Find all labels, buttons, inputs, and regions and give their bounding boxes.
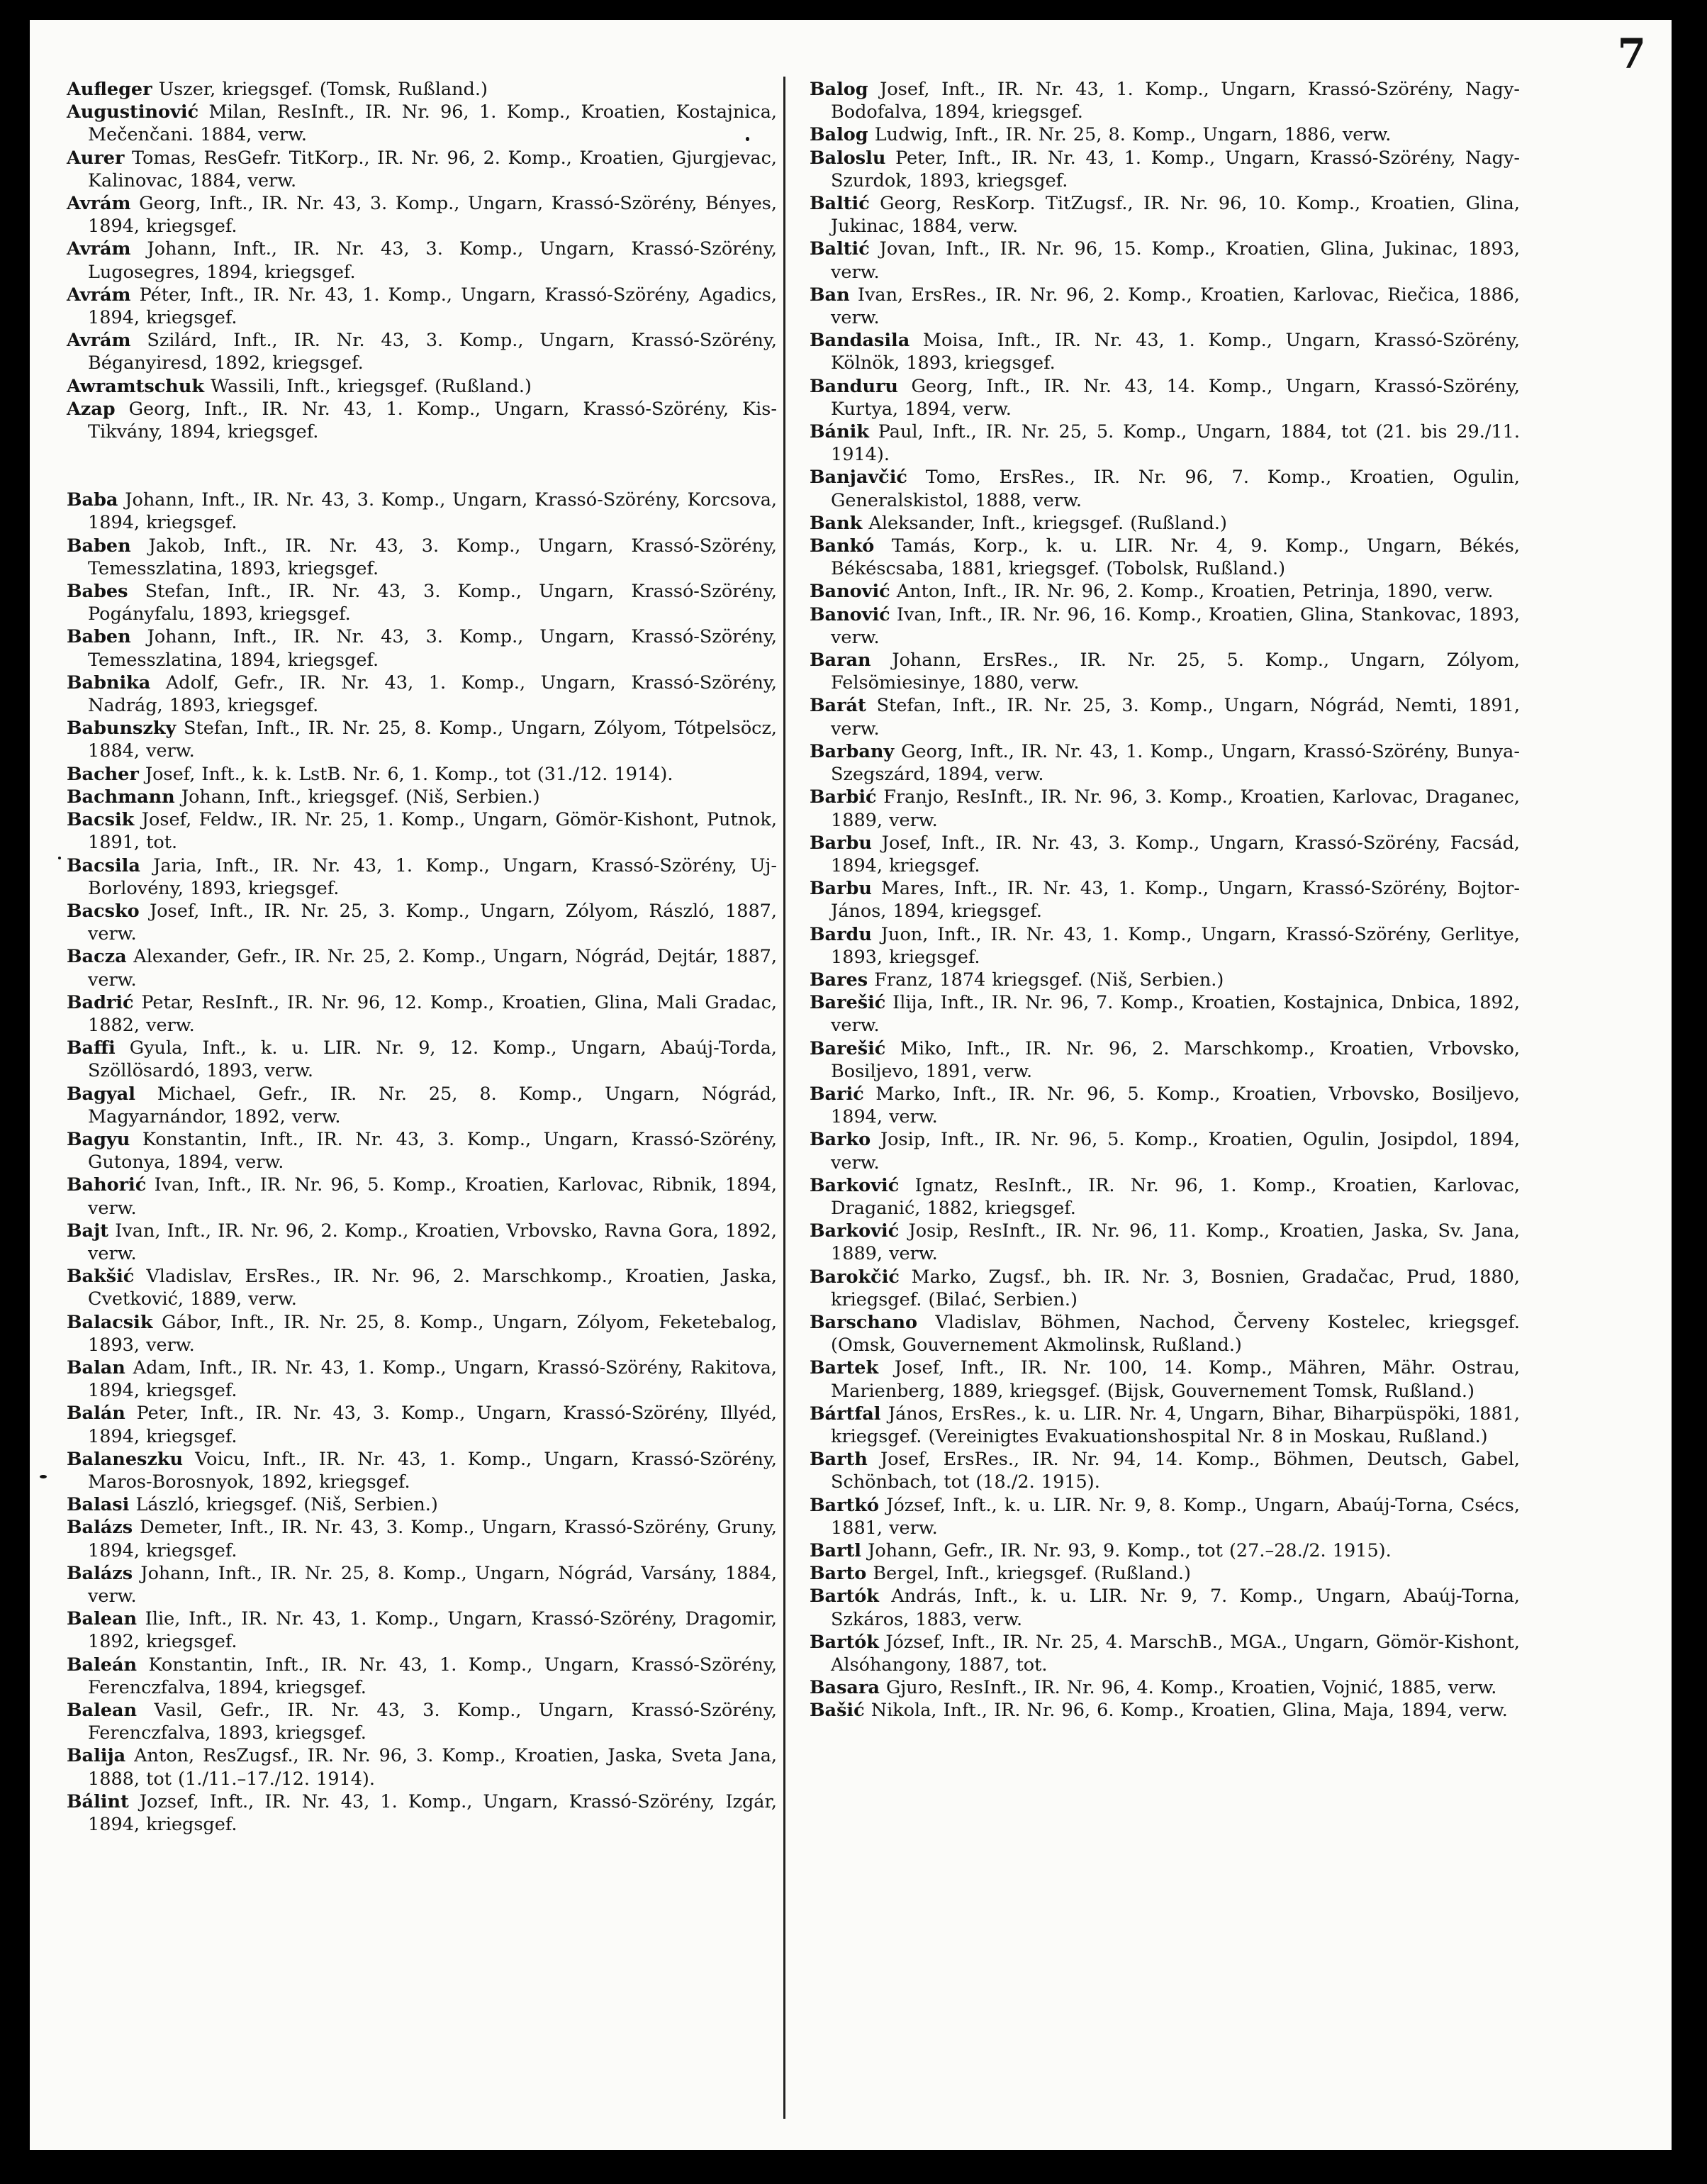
- entry-surname: Aurer: [67, 147, 125, 169]
- entry-details: Georg, Inft., IR. Nr. 43, 1. Komp., Ungarn, Krassó-Szörény, Bunya-Szegszárd, 1894, verw.: [831, 740, 1521, 786]
- register-entry: [67, 329, 777, 374]
- entry-surname: Baba: [67, 489, 118, 511]
- entry-surname: Bakšić: [67, 1266, 135, 1288]
- entry-surname: Balan: [67, 1356, 125, 1378]
- entry-details: Josef, Feldw., IR. Nr. 25, 1. Komp., Ungarn, Gömör-Kishont, Putnok, 1891, tot.: [88, 809, 777, 854]
- entry-surname: Balog: [810, 124, 868, 146]
- entry-surname: Balean: [67, 1700, 138, 1722]
- entry-details: József, Inft., k. u. LIR. Nr. 9, 8. Komp., Ungarn, Abaúj-Torna, Csécs, 1881, verw.: [831, 1494, 1520, 1539]
- entry-surname: Banović: [810, 603, 890, 625]
- entry-surname: Bacsila: [67, 854, 140, 876]
- entry-details: Ivan, Inft., IR. Nr. 96, 16. Komp., Kroatien, Glina, Stankovac, 1893, verw.: [831, 603, 1521, 648]
- entry-details: Tamás, Korp., k. u. LIR. Nr. 4, 9. Komp., Ungarn, Békés, Békéscsaba, 1881, kriegsgef. (Tobolsk, Rußland.): [831, 535, 1520, 580]
- entry-surname: Bajt: [67, 1220, 109, 1242]
- register-entry: [67, 1402, 777, 1447]
- entry-details: Konstantin, Inft., IR. Nr. 43, 1. Komp., Ungarn, Krassó-Szörény, Ferenczfalva, 1894, kriegsgef.: [88, 1654, 777, 1698]
- entry-surname: Baloslu: [810, 147, 886, 169]
- entry-details: Josip, Inft., IR. Nr. 96, 5. Komp., Kroatien, Ogulin, Josipdol, 1894, verw.: [831, 1129, 1521, 1174]
- entry-surname: Baffi: [67, 1037, 116, 1059]
- entry-details: Josip, ResInft., IR. Nr. 96, 11. Komp., Kroatien, Jaska, Sv. Jana, 1889, verw.: [831, 1220, 1521, 1265]
- entry-details: Georg, Inft., IR. Nr. 43, 14. Komp., Ungarn, Krassó-Szörény, Kurtya, 1894, verw.: [831, 375, 1520, 420]
- entry-group-a: [67, 78, 777, 443]
- entry-surname: Bahorić: [67, 1174, 147, 1196]
- entry-details: Peter, Inft., IR. Nr. 43, 1. Komp., Ungarn, Krassó-Szörény, Nagy-Szurdok, 1893, kriegsgef.: [831, 147, 1521, 191]
- register-entry: [67, 1448, 777, 1493]
- entry-details: Johann, Gefr., IR. Nr. 93, 9. Komp., tot (27.–28./2. 1915).: [868, 1540, 1392, 1561]
- entry-surname: Babes: [67, 581, 128, 603]
- entry-surname: Bálint: [67, 1790, 129, 1812]
- register-entry: [810, 877, 1520, 923]
- register-entry: [810, 329, 1520, 374]
- entry-surname: Barković: [810, 1220, 900, 1242]
- entry-details: Demeter, Inft., IR. Nr. 43, 3. Komp., Ungarn, Krassó-Szörény, Gruny, 1894, kriegsgef.: [88, 1517, 777, 1561]
- entry-details: Moisa, Inft., IR. Nr. 43, 1. Komp., Ungarn, Krassó-Szörény, Kölnök, 1893, kriegsgef.: [831, 330, 1520, 374]
- entry-surname: Barković: [810, 1174, 900, 1196]
- entry-details: Gábor, Inft., IR. Nr. 25, 8. Komp., Ungarn, Zólyom, Feketebalog, 1893, verw.: [88, 1311, 777, 1356]
- entry-surname: Bagyu: [67, 1128, 130, 1150]
- register-entry: [67, 1311, 777, 1356]
- entry-surname: Barschano: [810, 1311, 918, 1333]
- register-entry: [810, 694, 1520, 740]
- entry-surname: Baben: [67, 626, 131, 648]
- entry-details: Franjo, ResInft., IR. Nr. 96, 3. Komp., Kroatien, Karlovac, Draganec, 1889, verw.: [831, 786, 1521, 831]
- entry-surname: Ban: [810, 284, 850, 306]
- register-entry: [810, 1494, 1520, 1539]
- entry-details: Johann, Inft., IR. Nr. 43, 3. Komp., Ungarn, Krassó-Szörény, Lugosegres, 1894, kriegsgef.: [88, 238, 777, 283]
- entry-details: Ivan, Inft., IR. Nr. 96, 5. Komp., Kroatien, Karlovac, Ribnik, 1894, verw.: [88, 1174, 777, 1219]
- print-speck: [58, 857, 61, 859]
- register-entry: [67, 101, 777, 146]
- register-entry: [810, 991, 1520, 1037]
- register-entry: [67, 398, 777, 443]
- register-entry: [67, 808, 777, 854]
- entry-details: Michael, Gefr., IR. Nr. 25, 8. Komp., Ungarn, Nógrád, Magyarnándor, 1892, verw.: [88, 1083, 777, 1127]
- entry-surname: Balaneszku: [67, 1448, 184, 1470]
- entry-details: András, Inft., k. u. LIR. Nr. 9, 7. Komp., Ungarn, Abaúj-Torna, Szkáros, 1883, verw.: [831, 1586, 1521, 1630]
- register-entry: [810, 512, 1520, 535]
- entry-details: Franz, 1874 kriegsgef. (Niš, Serbien.): [874, 969, 1224, 991]
- register-entry: [67, 786, 777, 808]
- entry-surname: Banduru: [810, 375, 898, 397]
- register-entry: [67, 1516, 777, 1561]
- entry-surname: Awramtschuk: [67, 375, 205, 397]
- entry-details: Marko, Inft., IR. Nr. 96, 5. Komp., Kroatien, Vrbovsko, Bosiljevo, 1894, verw.: [831, 1083, 1521, 1128]
- section-gap: [67, 443, 777, 489]
- register-entry: [67, 1562, 777, 1608]
- entry-details: Alexander, Gefr., IR. Nr. 25, 2. Komp., Ungarn, Nógrád, Dejtár, 1887, verw.: [88, 946, 777, 991]
- entry-details: Uszer, kriegsgef. (Tomsk, Rußland.): [158, 79, 488, 100]
- entry-surname: Barbić: [810, 786, 877, 808]
- register-entry: [810, 1311, 1520, 1356]
- entry-surname: Banović: [810, 581, 890, 603]
- entry-details: Miko, Inft., IR. Nr. 96, 2. Marschkomp., Kroatien, Vrbovsko, Bosiljevo, 1891, verw.: [831, 1037, 1521, 1082]
- register-entry: [67, 1128, 777, 1174]
- entry-surname: Azap: [67, 398, 116, 420]
- register-entry: [810, 192, 1520, 238]
- register-entry: [810, 1083, 1520, 1128]
- entry-surname: Bártfal: [810, 1403, 881, 1425]
- entry-details: Ilie, Inft., IR. Nr. 43, 1. Komp., Ungarn, Krassó-Szörény, Dragomir, 1892, kriegsgef.: [88, 1608, 777, 1653]
- register-entry: [67, 717, 777, 762]
- register-entry: [67, 945, 777, 991]
- print-speck: [40, 1475, 47, 1478]
- register-entry: [810, 1539, 1520, 1562]
- entry-details: Vladislav, ErsRes., IR. Nr. 96, 2. Marschkomp., Kroatien, Jaska, Cvetković, 1889, verw.: [88, 1266, 778, 1310]
- register-entry: [810, 123, 1520, 146]
- register-entry: [67, 375, 777, 398]
- entry-surname: Barko: [810, 1129, 871, 1151]
- entry-surname: Balacsik: [67, 1311, 153, 1333]
- register-entry: [810, 420, 1520, 466]
- register-entry: [67, 1083, 777, 1128]
- entry-details: János, ErsRes., k. u. LIR. Nr. 4, Ungarn, Bihar, Biharpüspöki, 1881, kriegsgef. (Vereinigtes Evakuationshospital Nr. 8 in Moskau, Rußland.): [831, 1403, 1520, 1447]
- entry-surname: Bacher: [67, 763, 139, 785]
- register-entry: [810, 1266, 1520, 1311]
- entry-surname: Bašić: [810, 1700, 865, 1722]
- column-divider: [783, 77, 785, 2119]
- register-entry: [810, 535, 1520, 580]
- register-entry: [810, 1174, 1520, 1220]
- entry-details: József, Inft., IR. Nr. 25, 4. MarschB., MGA., Ungarn, Gömör-Kishont, Alsóhangony, 1887, tot.: [831, 1631, 1520, 1676]
- register-entry: [810, 786, 1520, 831]
- entry-surname: Babnika: [67, 672, 151, 693]
- entry-details: Jovan, Inft., IR. Nr. 96, 15. Komp., Kroatien, Glina, Jukinac, 1893, verw.: [831, 238, 1520, 283]
- register-entry: [810, 740, 1520, 786]
- entry-surname: Barbu: [810, 832, 872, 854]
- entry-details: Nikola, Inft., IR. Nr. 96, 6. Komp., Kroatien, Glina, Maja, 1894, verw.: [871, 1700, 1508, 1722]
- entry-surname: Bacza: [67, 946, 127, 968]
- register-entry: [67, 1174, 777, 1219]
- entry-surname: Bacsik: [67, 809, 135, 831]
- entry-details: Juon, Inft., IR. Nr. 43, 1. Komp., Ungarn, Krassó-Szörény, Gerlitye, 1893, kriegsgef.: [831, 923, 1520, 968]
- register-entry: [810, 603, 1520, 649]
- register-entry: [67, 1744, 777, 1790]
- entry-surname: Bartók: [810, 1631, 879, 1653]
- entry-details: Gjuro, ResInft., IR. Nr. 96, 4. Komp., Kroatien, Vojnić, 1885, verw.: [886, 1677, 1497, 1699]
- register-entry: [810, 649, 1520, 694]
- entry-details: Peter, Inft., IR. Nr. 43, 3. Komp., Ungarn, Krassó-Szörény, Illyéd, 1894, kriegsgef.: [88, 1403, 778, 1447]
- entry-surname: Barbany: [810, 740, 895, 762]
- register-entry: [67, 900, 777, 945]
- entry-details: Stefan, Inft., IR. Nr. 25, 3. Komp., Ungarn, Nógrád, Nemti, 1891, verw.: [831, 695, 1520, 740]
- entry-surname: Banjavčić: [810, 467, 907, 489]
- page-number: 7: [1617, 30, 1646, 78]
- entry-surname: Bagyal: [67, 1083, 135, 1105]
- register-entry: [810, 466, 1520, 511]
- entry-details: László, kriegsgef. (Niš, Serbien.): [135, 1494, 438, 1516]
- register-entry: [810, 375, 1520, 420]
- entry-surname: Basara: [810, 1677, 880, 1699]
- entry-surname: Badrić: [67, 991, 134, 1013]
- entry-details: Tomo, ErsRes., IR. Nr. 96, 7. Komp., Kroatien, Ogulin, Generalskistol, 1888, verw.: [831, 467, 1521, 511]
- register-entry: [67, 1699, 777, 1744]
- entry-surname: Bardu: [810, 923, 872, 945]
- register-entry: [67, 192, 777, 238]
- register-entry: [67, 284, 777, 329]
- register-entry: [67, 1356, 777, 1402]
- register-entry: [67, 1037, 777, 1082]
- entry-details: Johann, Inft., IR. Nr. 43, 3. Komp., Ungarn, Krassó-Szörény, Temesszlatina, 1894, kriegsgef.: [88, 626, 777, 671]
- entry-surname: Baben: [67, 535, 131, 557]
- entry-surname: Avrám: [67, 330, 131, 352]
- register-entry: [810, 969, 1520, 991]
- register-entry: [67, 991, 777, 1037]
- entry-details: Jozsef, Inft., IR. Nr. 43, 1. Komp., Ungarn, Krassó-Szörény, Izgár, 1894, kriegsgef.: [88, 1790, 777, 1836]
- entry-details: Paul, Inft., IR. Nr. 25, 5. Komp., Ungarn, 1884, tot (21. bis 29./11. 1914).: [831, 421, 1520, 466]
- register-entry: [810, 1220, 1520, 1265]
- entry-surname: Bánik: [810, 421, 869, 443]
- entry-details: Marko, Zugsf., bh. IR. Nr. 3, Bosnien, Gradačac, Prud, 1880, kriegsgef. (Bilać, Serbien.): [831, 1266, 1520, 1310]
- entry-surname: Babunszky: [67, 718, 177, 740]
- entry-surname: Barth: [810, 1449, 868, 1471]
- register-entry: [67, 1608, 777, 1653]
- register-entry: [67, 147, 777, 192]
- entry-details: Voicu, Inft., IR. Nr. 43, 1. Komp., Ungarn, Krassó-Szörény, Maros-Borosnyok, 1892, kriegsgef.: [88, 1448, 777, 1493]
- register-entry: [67, 535, 777, 580]
- register-entry: [67, 1220, 777, 1265]
- entry-details: Adolf, Gefr., IR. Nr. 43, 1. Komp., Ungarn, Krassó-Szörény, Nadrág, 1893, kriegsgef.: [88, 672, 777, 717]
- entry-group-b: [67, 489, 777, 1836]
- register-entry: [810, 1699, 1520, 1722]
- entry-surname: Bares: [810, 969, 868, 991]
- entry-details: Georg, ResKorp. TitZugsf., IR. Nr. 96, 10. Komp., Kroatien, Glina, Jukinac, 1884, verw.: [831, 193, 1520, 238]
- register-entry: [810, 580, 1520, 603]
- entry-details: Vasil, Gefr., IR. Nr. 43, 3. Komp., Ungarn, Krassó-Szörény, Ferenczfalva, 1893, kriegsgef.: [88, 1700, 778, 1744]
- entry-details: Ignatz, ResInft., IR. Nr. 96, 1. Komp., Kroatien, Karlovac, Draganić, 1882, kriegsgef.: [831, 1174, 1520, 1219]
- entry-surname: Bank: [810, 512, 863, 534]
- entry-details: Ivan, ErsRes., IR. Nr. 96, 2. Komp., Kroatien, Karlovac, Riečica, 1886, verw.: [831, 284, 1520, 329]
- entry-details: Vladislav, Böhmen, Nachod, Červeny Kostelec, kriegsgef. (Omsk, Gouvernement Akmolinsk, Rußland.): [831, 1311, 1520, 1356]
- register-entry: [67, 489, 777, 534]
- entry-surname: Balog: [810, 79, 868, 100]
- entry-details: Jaria, Inft., IR. Nr. 43, 1. Komp., Ungarn, Krassó-Szörény, Uj-Borlovény, 1893, kriegsgef.: [88, 854, 778, 899]
- entry-surname: Barbu: [810, 878, 872, 900]
- register-entry: [67, 854, 777, 900]
- document-page: [30, 20, 1672, 2150]
- entry-surname: Barešić: [810, 992, 886, 1014]
- entry-details: Konstantin, Inft., IR. Nr. 43, 3. Komp., Ungarn, Krassó-Szörény, Gutonya, 1894, verw.: [88, 1128, 777, 1174]
- entry-details: Ilija, Inft., IR. Nr. 96, 7. Komp., Kroatien, Kostajnica, Dnbica, 1892, verw.: [831, 992, 1520, 1037]
- entry-details: Stefan, Inft., IR. Nr. 43, 3. Komp., Ungarn, Krassó-Szörény, Pogányfalu, 1893, kriegsgef.: [88, 581, 777, 625]
- register-entry: [67, 1790, 777, 1836]
- register-entry: [810, 1676, 1520, 1699]
- entry-surname: Bartl: [810, 1540, 861, 1561]
- entry-surname: Bartkó: [810, 1494, 879, 1516]
- register-entry: [810, 1403, 1520, 1448]
- entry-surname: Avrám: [67, 238, 131, 260]
- register-entry: [810, 1037, 1520, 1083]
- entry-details: Mares, Inft., IR. Nr. 43, 1. Komp., Ungarn, Krassó-Szörény, Bojtor-János, 1894, kriegsgef.: [831, 878, 1520, 923]
- register-entry: [67, 78, 777, 101]
- entry-details: Josef, Inft., IR. Nr. 100, 14. Komp., Mähren, Mähr. Ostrau, Marienberg, 1889, kriegsgef. (Bijsk, Gouvernement Tomsk, Rußland.): [831, 1357, 1520, 1402]
- entry-details: Josef, Inft., IR. Nr. 25, 3. Komp., Ungarn, Zólyom, Rászló, 1887, verw.: [88, 900, 778, 945]
- entry-details: Stefan, Inft., IR. Nr. 25, 8. Komp., Ungarn, Zólyom, Tótpelsöcz, 1884, verw.: [88, 718, 777, 762]
- entry-details: Petar, ResInft., IR. Nr. 96, 12. Komp., Kroatien, Glina, Mali Gradac, 1882, verw.: [88, 991, 777, 1036]
- right-column: [810, 78, 1520, 1722]
- entry-details: Aleksander, Inft., kriegsgef. (Rußland.): [868, 512, 1227, 534]
- entry-details: Bergel, Inft., kriegsgef. (Rußland.): [873, 1563, 1191, 1585]
- entry-surname: Barto: [810, 1563, 867, 1585]
- entry-surname: Aufleger: [67, 79, 152, 100]
- entry-surname: Bankó: [810, 535, 875, 557]
- entry-surname: Balean: [67, 1608, 138, 1630]
- entry-details: Anton, Inft., IR. Nr. 96, 2. Komp., Kroatien, Petrinja, 1890, verw.: [896, 581, 1494, 603]
- entry-surname: Balija: [67, 1745, 126, 1767]
- register-entry: [67, 625, 777, 671]
- entry-surname: Balasi: [67, 1494, 130, 1516]
- entry-details: Josef, Inft., k. k. LstB. Nr. 6, 1. Komp., tot (31./12. 1914).: [145, 763, 673, 785]
- entry-details: Anton, ResZugsf., IR. Nr. 96, 3. Komp., Kroatien, Jaska, Sveta Jana, 1888, tot (1./11.–17./12. 1914).: [88, 1745, 778, 1790]
- register-entry: [810, 1585, 1520, 1630]
- entry-details: Tomas, ResGefr. TitKorp., IR. Nr. 96, 2. Komp., Kroatien, Gjurgjevac, Kalinovac, 1884, verw.: [88, 147, 777, 191]
- entry-details: Adam, Inft., IR. Nr. 43, 1. Komp., Ungarn, Krassó-Szörény, Rakitova, 1894, kriegsgef.: [88, 1356, 778, 1402]
- entry-surname: Bandasila: [810, 330, 910, 352]
- entry-surname: Balázs: [67, 1517, 133, 1539]
- entry-details: Johann, ErsRes., IR. Nr. 25, 5. Komp., Ungarn, Zólyom, Felsömiesinye, 1880, verw.: [831, 650, 1520, 694]
- entry-details: Ivan, Inft., IR. Nr. 96, 2. Komp., Kroatien, Vrbovsko, Ravna Gora, 1892, verw.: [88, 1220, 777, 1264]
- register-entry: [67, 580, 777, 625]
- register-entry: [67, 1265, 777, 1310]
- entry-surname: Baran: [810, 650, 871, 672]
- register-entry: [810, 1562, 1520, 1585]
- entry-details: Gyula, Inft., k. u. LIR. Nr. 9, 12. Komp., Ungarn, Abaúj-Torda, Szöllösardó, 1893, verw.: [88, 1037, 777, 1082]
- entry-surname: Bacsko: [67, 900, 140, 922]
- register-entry: [810, 78, 1520, 123]
- entry-details: Szilárd, Inft., IR. Nr. 43, 3. Komp., Ungarn, Krassó-Szörény, Béganyiresd, 1892, kriegsgef.: [88, 330, 777, 374]
- entry-details: Péter, Inft., IR. Nr. 43, 1. Komp., Ungarn, Krassó-Szörény, Agadics, 1894, kriegsgef.: [88, 284, 777, 329]
- entry-details: Josef, Inft., IR. Nr. 43, 1. Komp., Ungarn, Krassó-Szörény, Nagy-Bodofalva, 1894, kriegsgef.: [831, 79, 1520, 123]
- entry-surname: Barokčić: [810, 1266, 900, 1288]
- entry-surname: Baltić: [810, 193, 870, 215]
- register-entry: [810, 1631, 1520, 1676]
- entry-details: Ludwig, Inft., IR. Nr. 25, 8. Komp., Ungarn, 1886, verw.: [874, 124, 1392, 146]
- entry-surname: Augustinović: [67, 101, 199, 123]
- entry-surname: Baleán: [67, 1654, 138, 1676]
- entry-surname: Balán: [67, 1403, 125, 1425]
- entry-details: Milan, ResInft., IR. Nr. 96, 1. Komp., Kroatien, Kostajnica, Mečenčani. 1884, verw.: [88, 101, 777, 146]
- entry-details: Georg, Inft., IR. Nr. 43, 3. Komp., Ungarn, Krassó-Szörény, Bényes, 1894, kriegsgef.: [88, 193, 777, 238]
- entry-details: Jakob, Inft., IR. Nr. 43, 3. Komp., Ungarn, Krassó-Szörény, Temesszlatina, 1893, kriegsgef.: [88, 535, 777, 579]
- register-entry: [67, 672, 777, 717]
- print-speck: [746, 137, 749, 141]
- entry-details: Georg, Inft., IR. Nr. 43, 1. Komp., Ungarn, Krassó-Szörény, Kis-Tikvány, 1894, kriegsgef.: [88, 398, 777, 443]
- entry-details: Josef, ErsRes., IR. Nr. 94, 14. Komp., Böhmen, Deutsch, Gabel, Schönbach, tot (18./2. 1915).: [831, 1449, 1520, 1493]
- entry-surname: Bachmann: [67, 786, 175, 808]
- register-entry: [67, 238, 777, 283]
- register-entry: [810, 284, 1520, 329]
- entry-surname: Avrám: [67, 284, 131, 306]
- entry-details: Wassili, Inft., kriegsgef. (Rußland.): [211, 375, 532, 397]
- entry-details: Johann, Inft., kriegsgef. (Niš, Serbien.): [181, 786, 540, 808]
- entry-surname: Bartók: [810, 1586, 879, 1608]
- entry-details: Josef, Inft., IR. Nr. 43, 3. Komp., Ungarn, Krassó-Szörény, Facsád, 1894, kriegsgef.: [831, 832, 1520, 876]
- register-entry: [810, 1356, 1520, 1402]
- register-entry: [810, 1448, 1520, 1493]
- register-entry: [810, 238, 1520, 283]
- register-entry: [67, 1654, 777, 1699]
- register-entry: [67, 1493, 777, 1516]
- entry-surname: Barić: [810, 1083, 864, 1105]
- entry-surname: Avrám: [67, 193, 131, 215]
- entry-surname: Barešić: [810, 1037, 886, 1059]
- entry-details: Johann, Inft., IR. Nr. 25, 8. Komp., Ungarn, Nógrád, Varsány, 1884, verw.: [88, 1562, 777, 1607]
- entry-surname: Baltić: [810, 238, 870, 260]
- entry-surname: Barát: [810, 695, 866, 717]
- left-column: [67, 78, 777, 1836]
- register-entry: [810, 147, 1520, 192]
- register-entry: [67, 763, 777, 786]
- entry-details: Johann, Inft., IR. Nr. 43, 3. Komp., Ungarn, Krassó-Szörény, Korcsova, 1894, kriegsgef.: [88, 489, 778, 534]
- register-entry: [810, 1128, 1520, 1174]
- entry-surname: Bartek: [810, 1357, 879, 1379]
- register-entry: [810, 832, 1520, 877]
- register-entry: [810, 923, 1520, 969]
- entry-surname: Balázs: [67, 1562, 133, 1584]
